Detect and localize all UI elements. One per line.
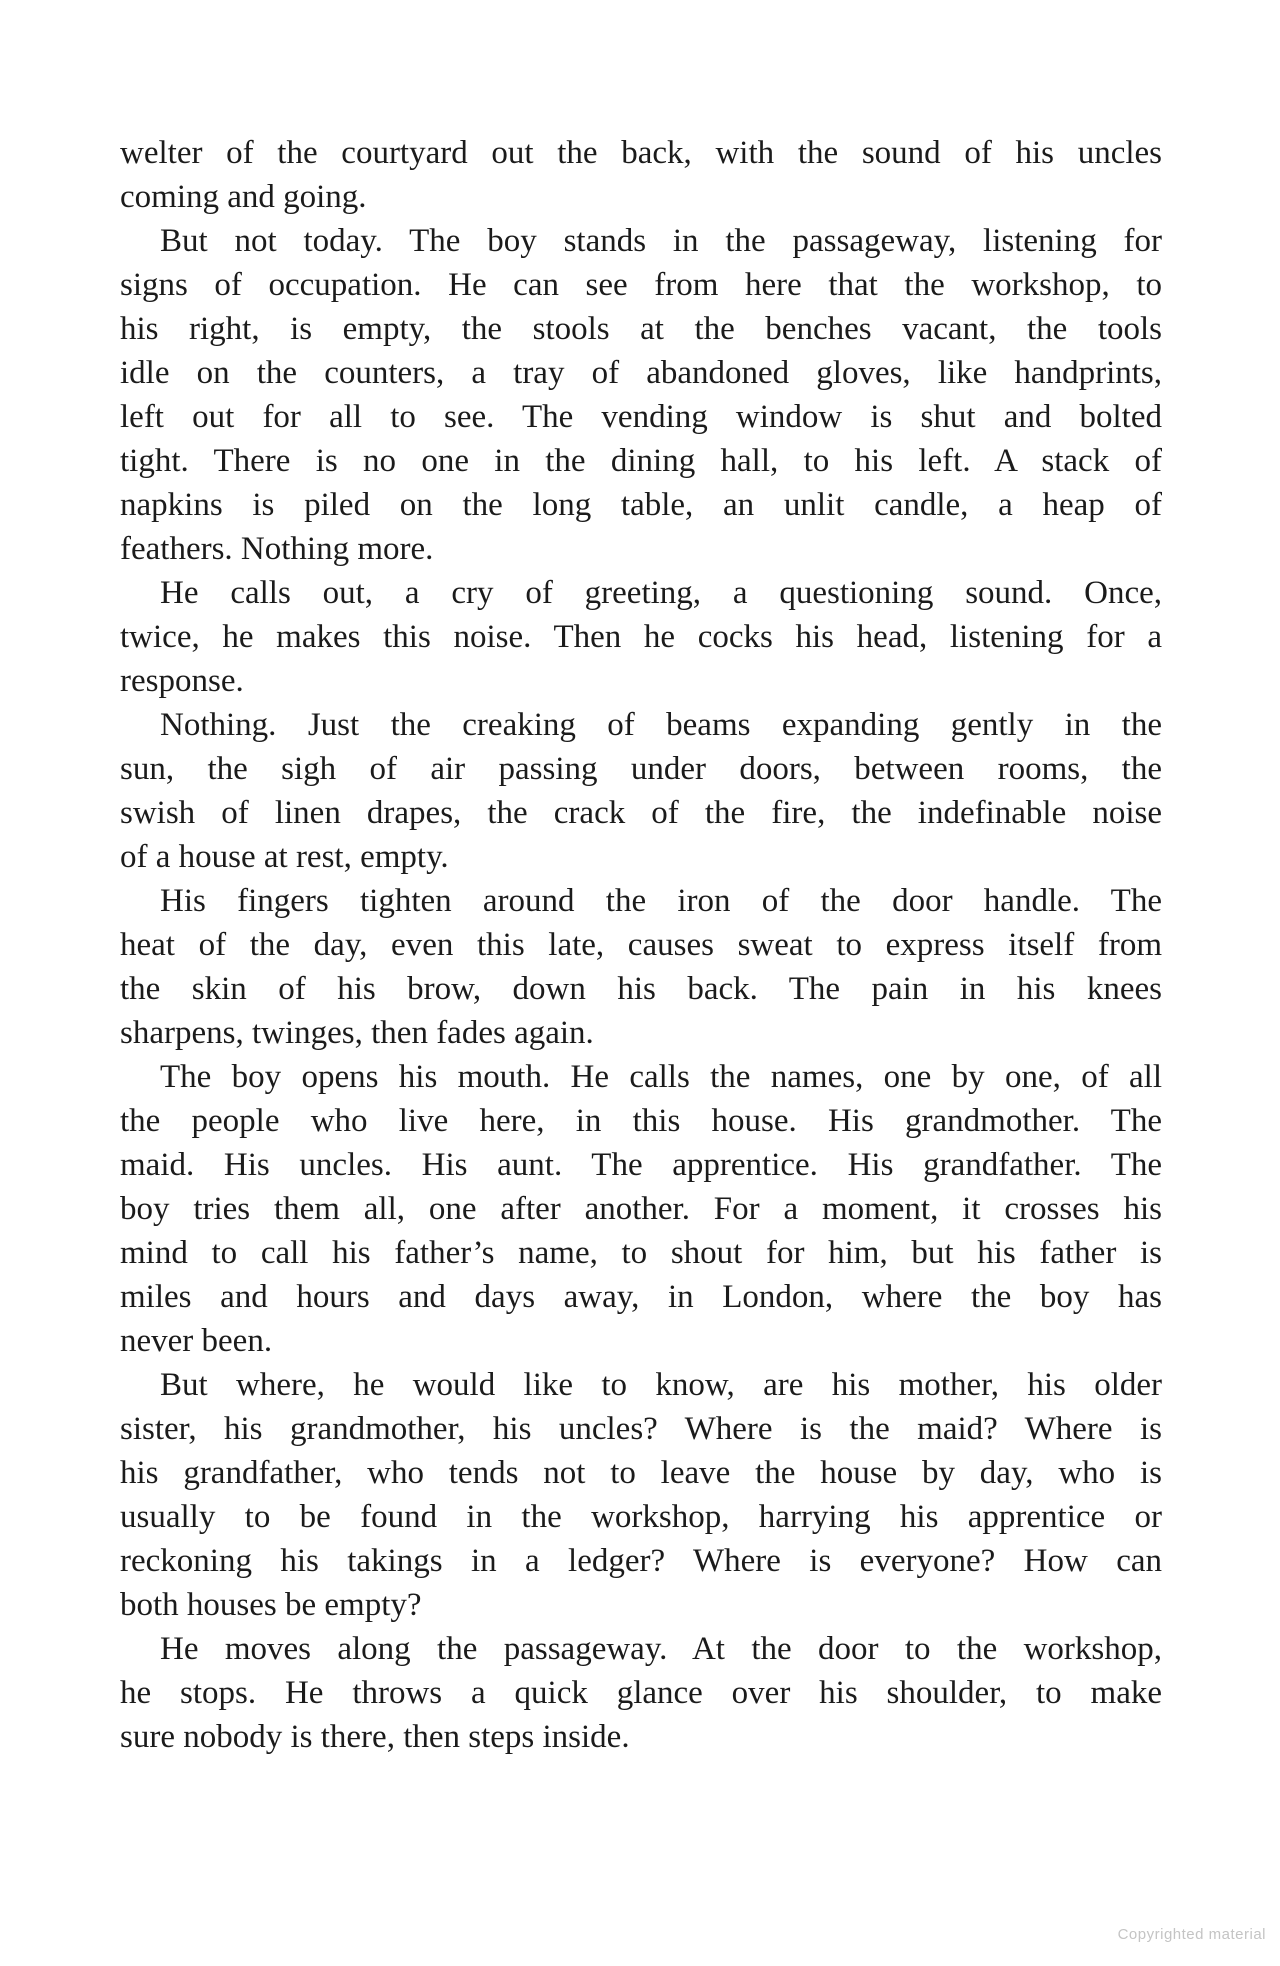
text-line: He calls out, a cry of greeting, a questioning sound. Once, — [160, 575, 1162, 611]
text-line: sure nobody is there, then steps inside. — [120, 1719, 630, 1755]
text-line: sun, the sigh of air passing under doors, between rooms, the — [120, 751, 1162, 787]
text-line: usually to be found in the workshop, harrying his apprentice or — [120, 1499, 1162, 1535]
text-line: of a house at rest, empty. — [120, 839, 449, 875]
text-line: sharpens, twinges, then fades again. — [120, 1015, 594, 1051]
text-line: mind to call his father’s name, to shout for him, but his father is — [120, 1235, 1162, 1271]
text-line: tight. There is no one in the dining hall, to his left. A stack of — [120, 443, 1162, 479]
text-line: never been. — [120, 1323, 273, 1359]
text-line: the skin of his brow, down his back. The pain in his knees — [120, 971, 1162, 1007]
text-line: his right, is empty, the stools at the benches vacant, the tools — [120, 311, 1162, 347]
text-line: But where, he would like to know, are his mother, his older — [160, 1367, 1162, 1403]
text-line: He moves along the passageway. At the door to the workshop, — [160, 1631, 1162, 1667]
text-line: His fingers tighten around the iron of the door handle. The — [160, 883, 1162, 919]
text-line: twice, he makes this noise. Then he cocks his head, listening for a — [120, 619, 1162, 655]
text-line: sister, his grandmother, his uncles? Where is the maid? Where is — [120, 1411, 1162, 1447]
text-line: reckoning his takings in a ledger? Where is everyone? How can — [120, 1543, 1162, 1579]
text-line: idle on the counters, a tray of abandoned gloves, like handprints, — [120, 355, 1162, 391]
text-line: maid. His uncles. His aunt. The apprentice. His grandfather. The — [120, 1147, 1162, 1183]
text-line: response. — [120, 663, 244, 699]
text-line: the people who live here, in this house. His grandmother. The — [120, 1103, 1162, 1139]
text-line: his grandfather, who tends not to leave the house by day, who is — [120, 1455, 1162, 1491]
text-line: he stops. He throws a quick glance over his shoulder, to make — [120, 1675, 1162, 1711]
text-line: Nothing. Just the creaking of beams expanding gently in the — [160, 707, 1162, 743]
text-line: coming and going. — [120, 179, 367, 215]
text-line: both houses be empty? — [120, 1587, 422, 1623]
text-line: welter of the courtyard out the back, with the sound of his uncles — [120, 135, 1162, 171]
text-line: The boy opens his mouth. He calls the names, one by one, of all — [160, 1059, 1162, 1095]
text-line: miles and hours and days away, in London, where the boy has — [120, 1279, 1162, 1315]
page-text — [120, 131, 1162, 1759]
text-line: left out for all to see. The vending window is shut and bolted — [120, 399, 1162, 435]
text-line: feathers. Nothing more. — [120, 531, 434, 567]
copyright-watermark: Copyrighted material — [1117, 1926, 1266, 1943]
text-line: signs of occupation. He can see from here that the workshop, to — [120, 267, 1162, 303]
text-line: heat of the day, even this late, causes sweat to express itself from — [120, 927, 1162, 963]
text-line: But not today. The boy stands in the passageway, listening for — [160, 223, 1162, 259]
text-line: boy tries them all, one after another. For a moment, it crosses his — [120, 1191, 1162, 1227]
text-line: napkins is piled on the long table, an unlit candle, a heap of — [120, 487, 1162, 523]
text-line: swish of linen drapes, the crack of the fire, the indefinable noise — [120, 795, 1162, 831]
